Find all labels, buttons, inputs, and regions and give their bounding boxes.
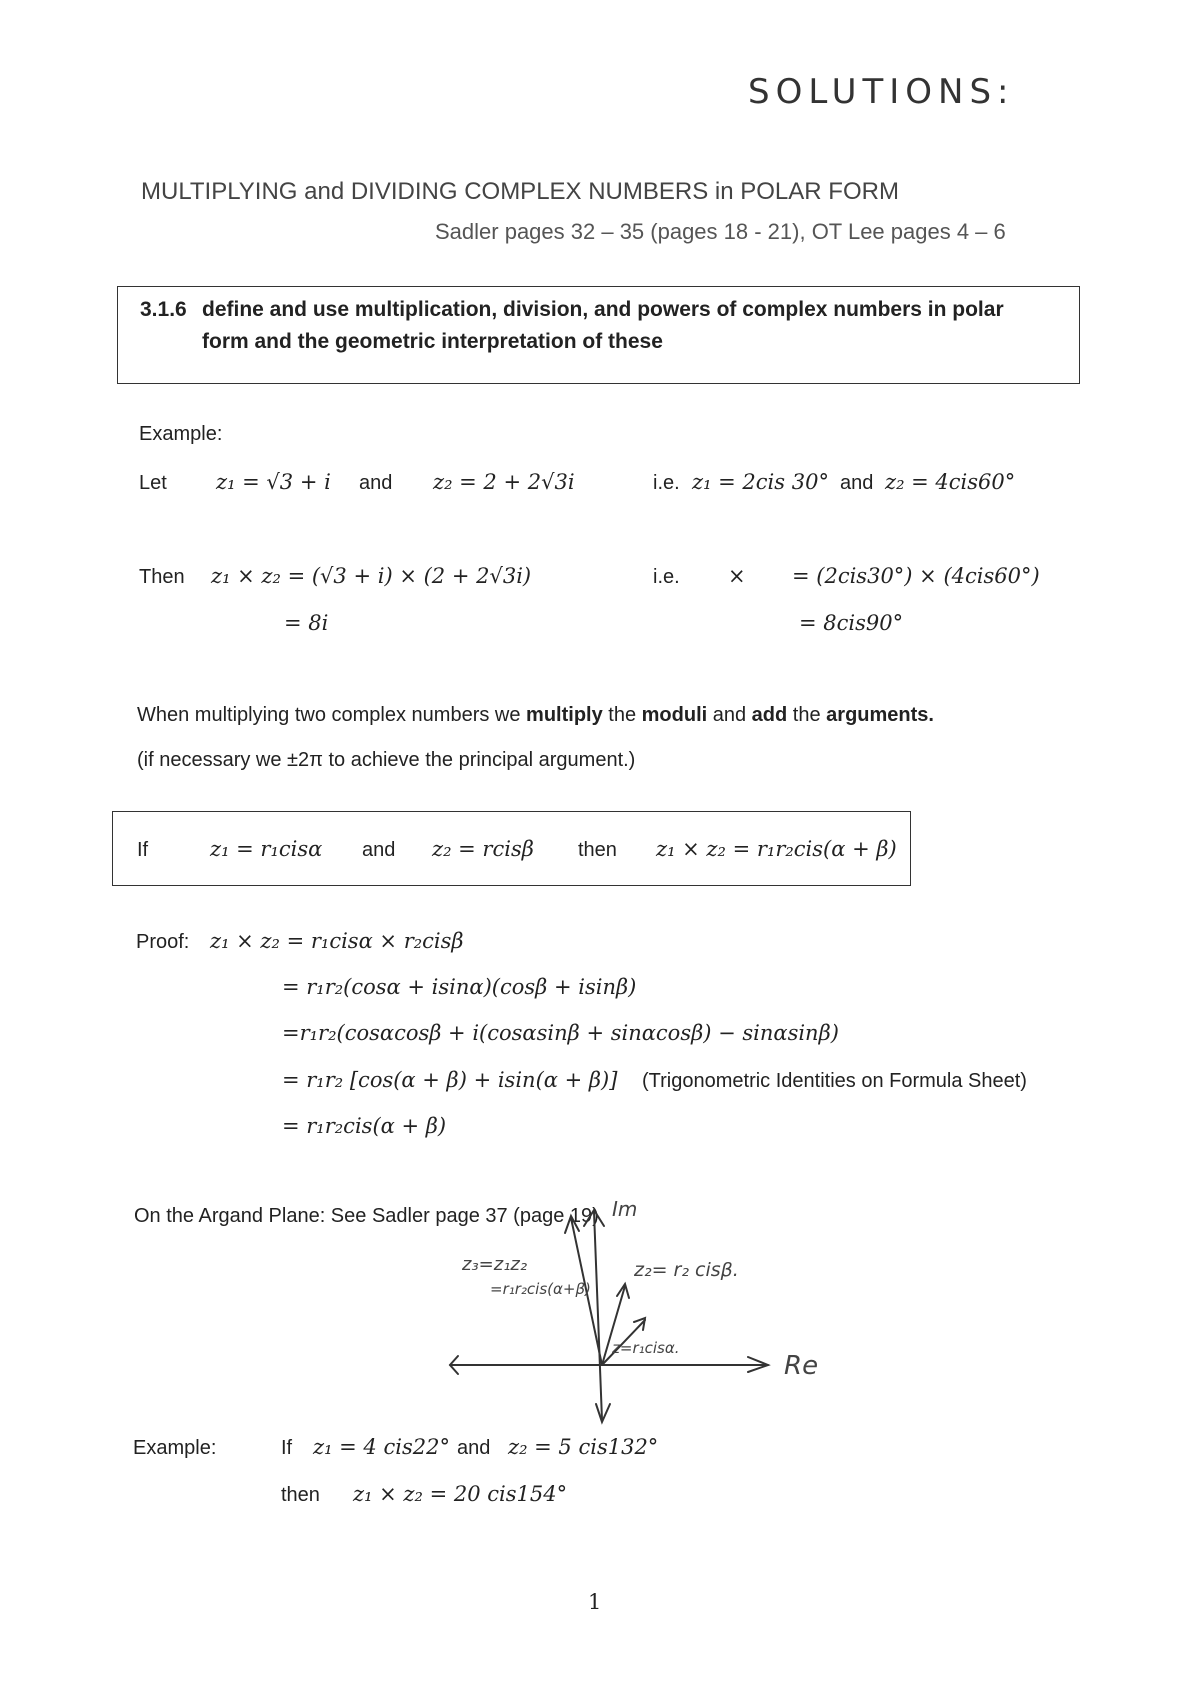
and-label: and: [362, 839, 396, 861]
proof-line-3: =r₁r₂(cosαcosβ + i(cosαsinβ + sinαcosβ) − sinαsinβ): [282, 1021, 839, 1045]
principal-argument-note: (if necessary we ±2π to achieve the principal argument.): [137, 749, 636, 771]
if-label: If: [137, 839, 149, 861]
then-label: then: [578, 839, 617, 861]
example-heading: Example:: [133, 1437, 217, 1459]
re-axis-label: Re: [784, 1351, 819, 1381]
result-polar: = 8cis90°: [799, 611, 904, 635]
rule-text: When multiplying two complex numbers we: [137, 704, 527, 726]
z1-polar: z₁ = 2cis 30°: [692, 470, 829, 494]
example-heading: Example:: [139, 423, 223, 445]
z3-label-line-1: z₃=z₁z₂: [462, 1254, 528, 1275]
and-label: and: [359, 472, 393, 494]
z1-vector-arrow: [634, 1318, 645, 1330]
page-title: MULTIPLYING and DIVIDING COMPLEX NUMBERS in POLAR FORM: [141, 178, 899, 205]
proof-line-4: = r₁r₂ [cos(α + β) + isin(α + β)]: [282, 1068, 618, 1092]
and-label: and: [840, 472, 874, 494]
example2-z2: z₂ = 5 cis132°: [508, 1435, 659, 1459]
and-label: and: [457, 1437, 491, 1459]
syllabus-line-1: define and use multiplication, division, and powers of complex numbers in polar: [202, 298, 1004, 321]
z2-label: z₂= r₂ cisβ.: [634, 1259, 739, 1281]
product-polar: = (2cis30°) × (4cis60°): [792, 564, 1040, 588]
z3-label-line-2: =r₁r₂cis(α+β): [490, 1280, 591, 1298]
times-sign: ×: [728, 564, 746, 588]
page-subtitle: Sadler pages 32 – 35 (pages 18 - 21), OT Lee pages 4 – 6: [435, 219, 1006, 244]
imaginary-axis: [594, 1212, 602, 1420]
ie-label: i.e.: [653, 472, 680, 494]
formula-z1: z₁ = r₁cisα: [210, 837, 323, 861]
multiplication-rule: [137, 704, 934, 727]
proof-line-5: = r₁r₂cis(α + β): [282, 1114, 447, 1138]
proof-line-1: z₁ × z₂ = r₁cisα × r₂cisβ: [210, 929, 464, 953]
ie-label: i.e.: [653, 566, 680, 588]
z1-label: z=r₁cisα.: [612, 1339, 680, 1357]
solutions-handwritten-note: SOLUTIONS:: [748, 72, 1015, 112]
formula-result: z₁ × z₂ = r₁r₂cis(α + β): [656, 837, 897, 861]
z3-vector: [571, 1218, 602, 1365]
argand-heading: On the Argand Plane: See Sadler page 37 (page 19): [134, 1205, 599, 1227]
syllabus-code: 3.1.6: [140, 298, 187, 321]
z1-rectangular: z₁ = √3 + i: [216, 470, 331, 494]
proof-label: Proof:: [136, 931, 190, 953]
real-axis-arrow: [748, 1357, 768, 1372]
product-rectangular: z₁ × z₂ = (√3 + i) × (2 + 2√3i): [211, 564, 532, 588]
rule-bold: add: [751, 704, 788, 726]
proof-line-2: = r₁r₂(cosα + isinα)(cosβ + isinβ): [282, 975, 637, 999]
z2-rectangular: z₂ = 2 + 2√3i: [433, 470, 575, 494]
z1-vector: [602, 1320, 645, 1365]
if-label: If: [281, 1437, 293, 1459]
then-label: Then: [139, 566, 185, 588]
example2-result: z₁ × z₂ = 20 cis154°: [353, 1482, 568, 1506]
im-axis-label: Im: [612, 1197, 638, 1221]
rule-bold: multiply: [526, 704, 603, 726]
proof-line-4-note: (Trigonometric Identities on Formula Sheet): [642, 1070, 1027, 1092]
rule-bold: arguments.: [826, 704, 934, 726]
rule-text: the: [787, 704, 827, 726]
rule-text: the: [602, 704, 642, 726]
result-rectangular: = 8i: [284, 611, 329, 635]
rule-text: and: [707, 704, 752, 726]
formula-z2: z₂ = rcisβ: [432, 837, 534, 861]
real-axis-left-arrow: [450, 1356, 458, 1374]
example2-z1: z₁ = 4 cis22°: [313, 1435, 450, 1459]
let-label: Let: [139, 472, 167, 494]
rule-bold: moduli: [641, 704, 708, 726]
page-number: 1: [588, 1590, 602, 1614]
z2-vector: [602, 1286, 625, 1365]
z2-vector-arrow: [617, 1284, 629, 1298]
z2-polar: z₂ = 4cis60°: [885, 470, 1016, 494]
then-label: then: [281, 1484, 320, 1506]
syllabus-line-2: form and the geometric interpretation of these: [202, 330, 663, 353]
imaginary-axis-down-arrow: [596, 1404, 610, 1422]
